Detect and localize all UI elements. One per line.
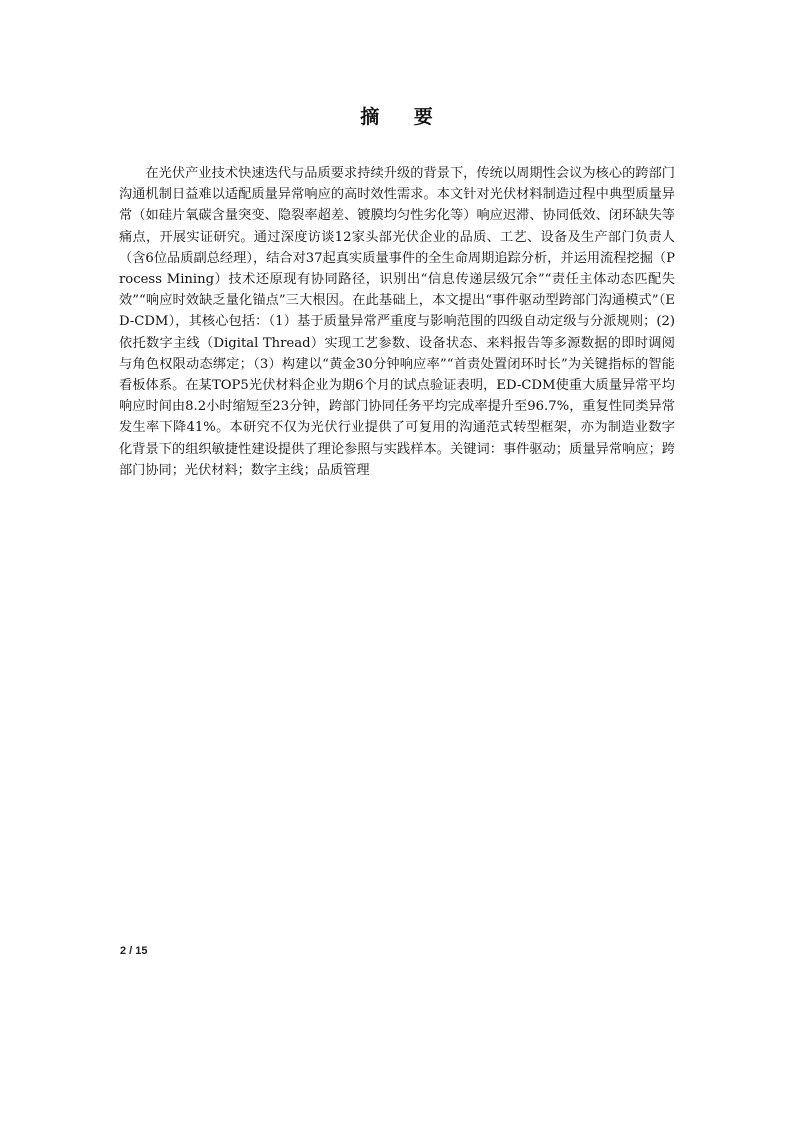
- abstract-body: 在光伏产业技术快速迭代与品质要求持续升级的背景下，传统以周期性会议为核心的跨部门沟通机制日益难以适配质量异常响应的高时效性需求。本文针对光伏材料制造过程中典型质量异常（如硅片氧碳含量突变、隐裂率超差、镀膜均匀性劣化等）响应迟滞、协同低效、闭环缺失等痛点，开展实证研究。通过深度访谈12家头部光伏企业的品质、工艺、设备及生产部门负责人（含6位品质副总经理），结合对37起真实质量事件的全生命周期追踪分析，并运用流程挖掘（Process Mining）技术还原现有协同路径，识别出“信息传递层级冗余”“责任主体动态匹配失效”“响应时效缺乏量化锚点”三大根因。在此基础上，本文提出“事件驱动型跨部门沟通模式”（ED-CDM），其核心包括：（1）基于质量异常严重度与影响范围的四级自动定级与分派规则；(2)依托数字主线（Digital Thread）实现工艺参数、设备状态、来料报告等多源数据的即时调阅与角色权限动态绑定；（3）构建以“黄金30分钟响应率”“首责处置闭环时长”为关键指标的智能看板体系。在某TOP5光伏材料企业为期6个月的试点验证表明，ED-CDM使重大质量异常平均响应时间由8.2小时缩短至23分钟，跨部门协同任务平均完成率提升至96.7%，重复性同类异常发生率下降41%。本研究不仅为光伏行业提供了可复用的沟通范式转型框架，亦为制造业数字化背景下的组织敏捷性建设提供了理论参照与实践样本。关键词：事件驱动；质量异常响应；跨部门协同；光伏材料；数字主线；品质管理: [119, 166, 675, 478]
- page-number: 2 / 15: [120, 945, 148, 957]
- abstract-title: 摘 要: [360, 106, 447, 128]
